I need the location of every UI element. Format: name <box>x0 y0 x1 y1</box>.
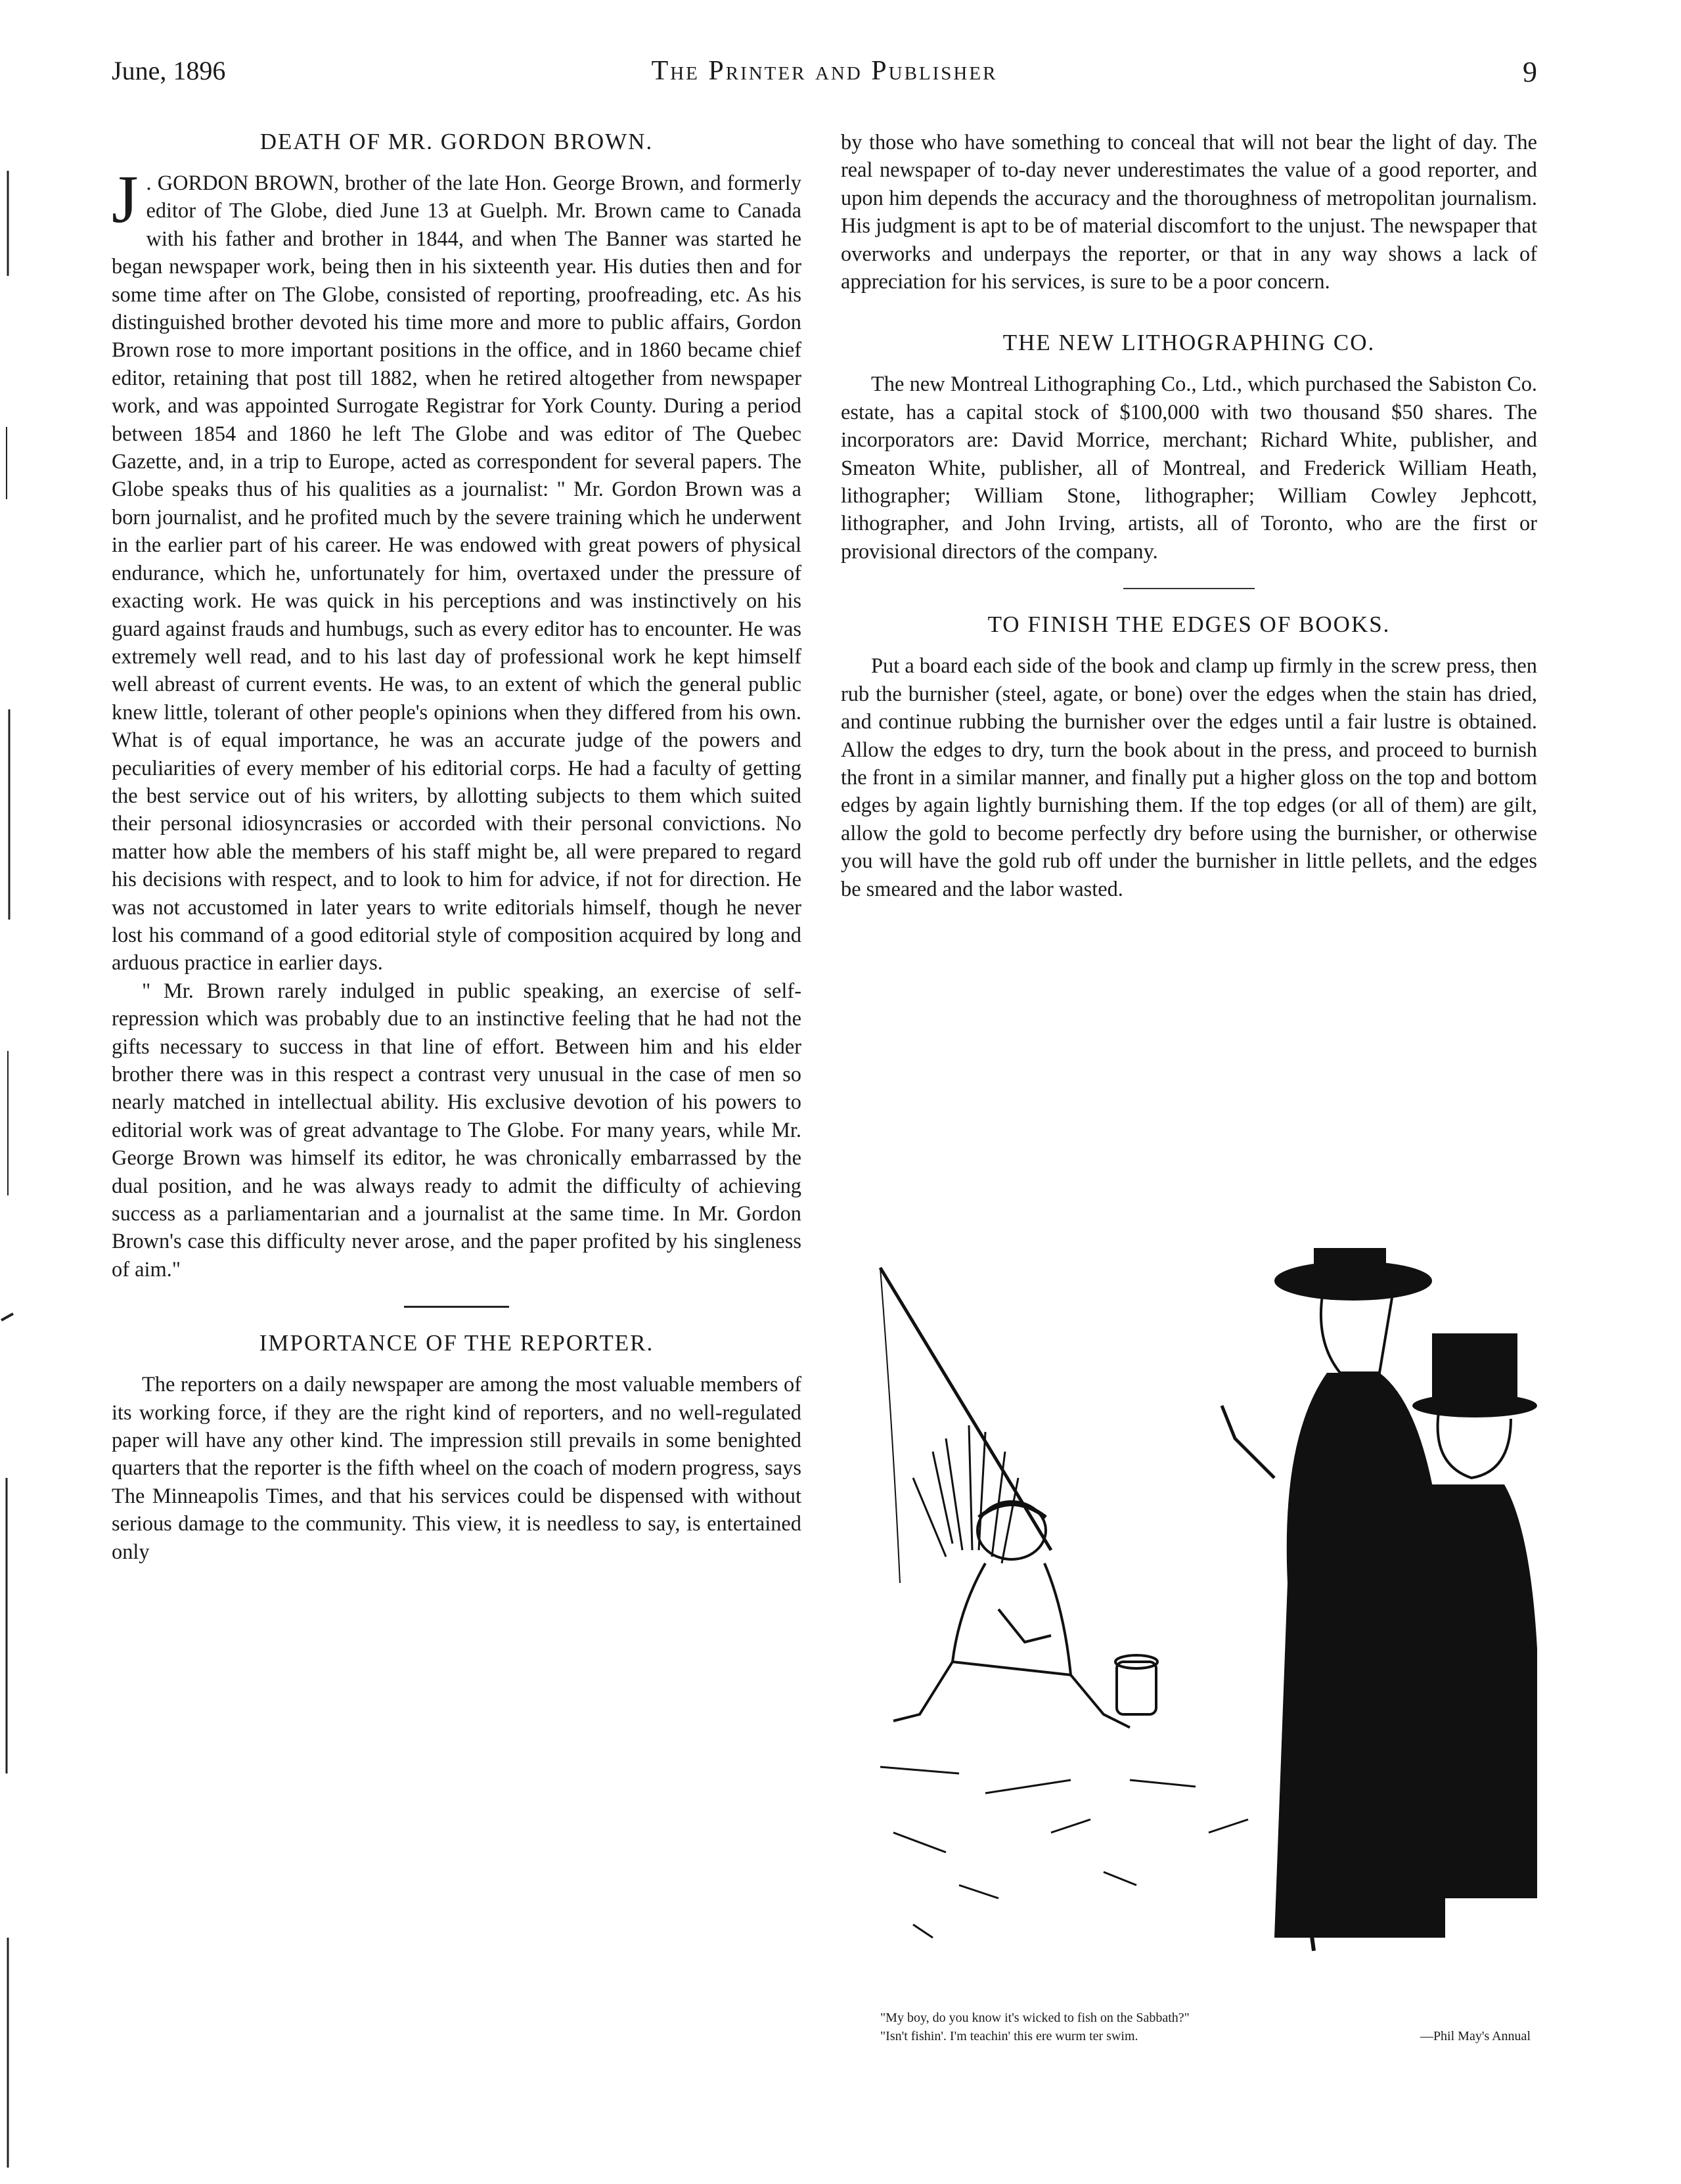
caption-dialogue: "Isn't fishin'. I'm teachin' this ere wurm ter swim. <box>880 2029 1138 2043</box>
right-column <box>841 129 1537 903</box>
caption-line-1: "My boy, do you know it's wicked to fish on the Sabbath?" <box>880 2011 1190 2025</box>
caption-attribution: —Phil May's Annual <box>1420 2029 1531 2043</box>
left-column <box>112 129 801 1566</box>
page-number: 9 <box>1523 56 1537 88</box>
reporter-paragraph-continued: by those who have something to conceal that will not bear the light of day. The real newspaper of to-day never underestimates the value of a good reporter, and upon him depends the accuracy and the thoroughness of metropolitan journalism. His judgment is apt to be of material discomfort to the unjust. The newspaper that overworks and underpays the reporter, or that in any way shows a lack of appreciation for his services, is sure to be a poor concern. <box>841 131 1537 294</box>
boy-figure <box>893 1502 1130 1727</box>
headline-lithographing: THE NEW LITHOGRAPHING CO. <box>1002 330 1376 356</box>
reeds <box>913 1425 1018 1563</box>
bait-jar <box>1115 1655 1157 1714</box>
section-divider <box>1123 588 1255 589</box>
running-head <box>112 55 1537 101</box>
cartoon-illustration <box>854 1241 1537 1977</box>
section-divider <box>404 1306 509 1308</box>
headline-reporter: IMPORTANCE OF THE REPORTER. <box>259 1330 654 1356</box>
gordon-brown-paragraph-1 <box>112 162 801 977</box>
publication-title: The Printer and Publisher <box>651 56 998 86</box>
ground-strokes <box>880 1767 1248 1938</box>
gordon-brown-paragraph-2: " Mr. Brown rarely indulged in public speaking, an exercise of self-repression which was probably due to an instinctive feeling that he had not the gifts necessary to success in that line of effort. Between him and his elder brother there was in this respect a contrast very unusual in the case of men so nearly matched in intellectual ability. His exclusive devotion of his powers to editorial work was of great advantage to The Globe. For many years, while Mr. George Brown was himself its editor, he was chronically embarrassed by the dual position, and he was always ready to admit the difficulty of achieving success as a parliamentarian and a journalist at the same time. In Mr. Gordon Brown's case this difficulty never arose, and the paper profited by his singleness of aim." <box>112 979 801 1281</box>
drop-cap: J <box>112 162 139 237</box>
reporter-paragraph-1: The reporters on a daily newspaper are among the most valuable members of its working force, if they are the right kind of reporters, and no well-regulated paper will have any other kind. The impression still prevails in some benighted quarters that the reporter is the fifth wheel on the coach of modern progress, says The Minneapolis Times, and that his services could be dispensed with without serious damage to the community. This view, it is needless to say, is entertained only <box>112 1373 801 1564</box>
headline-book-edges: TO FINISH THE EDGES OF BOOKS. <box>987 612 1391 638</box>
cartoon-caption <box>880 2009 1531 2045</box>
headline-gordon-brown: DEATH OF MR. GORDON BROWN. <box>259 129 654 154</box>
book-edges-paragraph: Put a board each side of the book and clamp up firmly in the screw press, then rub the burnisher (steel, agate, or bone) over the edges when the stain has dried, and continue rubbing the burnisher over the edges until a fair lustre is obtained. Allow the edges to dry, turn the book about in the press, and proceed to burnish the front in a similar manner, and finally put a higher gloss on the top and bottom edges by again lightly burnishing them. If the top edges (or all of them) are gilt, allow the gold to become perfectly dry before using the burnisher, or otherwise you will have the gold rub off under the burnisher in little pellets, and the edges be smeared and the labor wasted. <box>841 654 1537 901</box>
scan-margin-marks <box>0 0 39 2184</box>
gordon-brown-text-1: . GORDON BROWN, brother of the late Hon. George Brown, and formerly editor of The Globe, died June 13 at Guelph. Mr. Brown came to Canada with his father and brother in 1844, and when The Banner was started he began newspaper work, being then in his sixteenth year. His duties then and for some time after on The Globe, consisted of reporting, proofreading, etc. As his distinguished brother devoted his time more and more to public affairs, Gordon Brown rose to more important positions in the office, and in 1860 became chief editor, retaining that post till 1882, when he retired altogether from newspaper work, and was appointed Surrogate Registrar for York County. During a period between 1854 and 1860 he left The Globe and was editor of The Quebec Gazette, and, in a trip to Europe, acted as correspondent for several papers. The Globe speaks thus of his qualities as a journalist: " Mr. Gordon Brown was a born journalist, and he profited much by the severe training which he underwent in the earlier part of his career. He was endowed with great powers of physical endurance, which he, unfortunately for him, overtaxed under the pressure of exacting work. He was quick in his perceptions and was instinctively on his guard against frauds and humbugs, such as every editor has to encounter. He was extremely well read, and to his last day of professional work he kept himself well abreast of current events. He was, to an extent of which the general public knew little, tolerant of other people's opinions when they differed from his own. What is of equal importance, he was an accurate judge of the powers and peculiarities of every member of his editorial corps. He had a faculty of getting the best service out of his writers, by allotting subjects to them which suited their personal idiosyncrasies or accorded with their personal convictions. No matter how able the members of his staff might be, all were prepared to regard his decisions with respect, and to look to him for advice, if not for direction. He was not accustomed in later years to write editorials himself, though he never lost his command of a good editorial style of composition acquired by long and arduous practice in earlier days. <box>112 171 801 975</box>
lithographing-paragraph: The new Montreal Lithographing Co., Ltd., which purchased the Sabiston Co. estate, has a capital stock of $100,000 with two thousand $50 shares. The incorporators are: David Morrice, merchant; Richard White, publisher, and Smeaton White, publisher, all of Montreal, and Frederick William Heath, lithographer; William Stone, lithographer; William Cowley Jephcott, lithographer, and John Irving, artists, all of Toronto, who are the first or provisional directors of the company. <box>841 372 1537 564</box>
issue-date: June, 1896 <box>112 56 226 85</box>
caption-line-2 <box>880 2027 1531 2045</box>
